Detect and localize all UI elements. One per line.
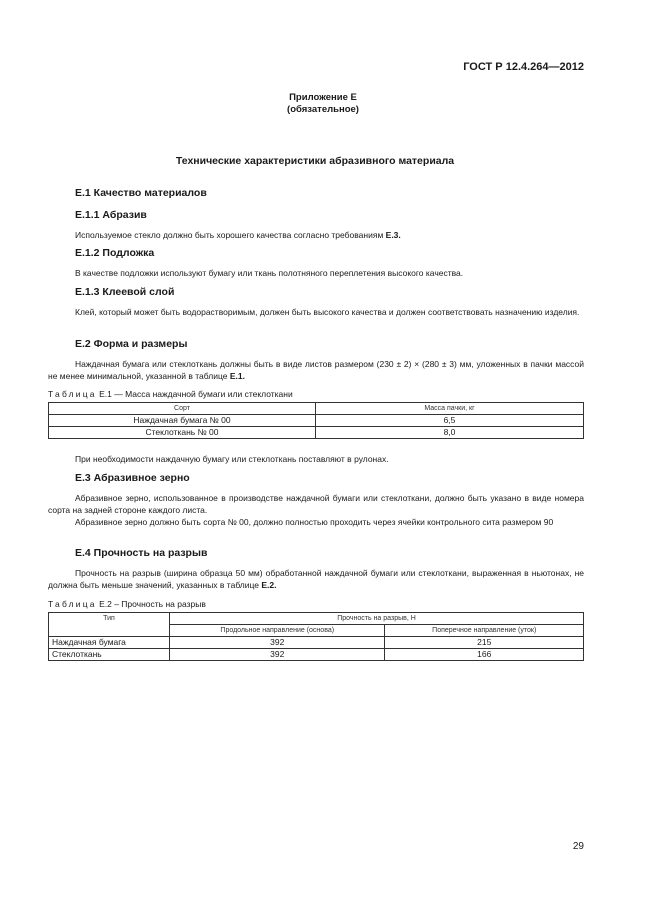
table-cell: 392 <box>170 649 385 661</box>
table-e2-caption <box>48 599 206 609</box>
section-heading-e13: Е.1.3 Клеевой слой <box>75 286 175 298</box>
paragraph-e13 <box>48 306 584 318</box>
table-cell: Стеклоткань № 00 <box>49 427 316 439</box>
paragraph-e3-1-text: Абразивное зерно, использованное в производстве наждачной бумаги или стеклоткани, должно быть указано в виде номера сорта на задней стороне каждого листа. <box>48 493 584 515</box>
table-row <box>49 427 584 439</box>
table-cell: 392 <box>170 637 385 649</box>
annex-title: Приложение Е <box>289 92 357 103</box>
paragraph-e3-1 <box>48 492 584 516</box>
paragraph-e11-ref: Е.3. <box>385 230 401 240</box>
table-row <box>49 637 584 649</box>
table-header-row <box>49 403 584 415</box>
table-e1 <box>48 402 584 439</box>
table-header-cell: Тип <box>49 613 170 637</box>
paragraph-e12 <box>48 267 584 279</box>
table-e1-caption <box>48 389 293 399</box>
table-cell: Стеклоткань <box>49 649 170 661</box>
table-header-cell: Сорт <box>49 403 316 415</box>
table-cell: 166 <box>385 649 584 661</box>
page-title: Технические характеристики абразивного материала <box>175 155 455 167</box>
page-number: 29 <box>572 841 584 852</box>
section-heading-e12: Е.1.2 Подложка <box>75 247 155 259</box>
table-cell: 6,5 <box>316 415 584 427</box>
table-header-cell: Прочность на разрыв, Н <box>170 613 584 625</box>
annex-status: (обязательное) <box>287 104 359 115</box>
table-e2-caption-word: Таблица <box>48 599 97 609</box>
paragraph-e4-text: Прочность на разрыв (ширина образца 50 мм) обработанной наждачной бумаги или стеклоткани, выраженная в ньютонах, не должна быть меньше значений, указанных в таблице <box>48 568 584 590</box>
table-cell: Наждачная бумага <box>49 637 170 649</box>
section-heading-e4: Е.4 Прочность на разрыв <box>75 547 208 559</box>
section-heading-e11: Е.1.1 Абразив <box>75 209 147 221</box>
table-e1-caption-text: Е.1 — Масса наждачной бумаги или стеклоткани <box>96 389 293 399</box>
table-e2-caption-text: Е.2 – Прочность на разрыв <box>96 599 206 609</box>
table-e2 <box>48 612 584 661</box>
table-header-row <box>49 613 584 625</box>
paragraph-e4 <box>48 567 584 591</box>
paragraph-e3-2-text: Абразивное зерно должно быть сорта № 00, должно полностью проходить через ячейки контрольного сита размером 90 <box>75 517 554 527</box>
paragraph-e4-ref: Е.2. <box>261 580 277 590</box>
paragraph-e2-ref: Е.1. <box>229 371 245 381</box>
paragraph-e11 <box>48 229 584 241</box>
paragraph-e3-2 <box>48 516 584 528</box>
paragraph-e2-after-text: При необходимости наждачную бумагу или стеклоткань поставляют в рулонах. <box>75 454 389 464</box>
table-row <box>49 649 584 661</box>
section-heading-e2: Е.2 Форма и размеры <box>75 338 188 350</box>
table-header-cell: Поперечное направление (уток) <box>385 625 584 637</box>
table-header-cell: Продольное направление (основа) <box>170 625 385 637</box>
paragraph-e12-text: В качестве подложки используют бумагу или ткань полотняного переплетения высокого качества. <box>75 268 464 278</box>
table-cell: 8,0 <box>316 427 584 439</box>
standard-designation: ГОСТ Р 12.4.264—2012 <box>463 61 584 73</box>
paragraph-e2 <box>48 358 584 382</box>
table-cell: 215 <box>385 637 584 649</box>
paragraph-e13-text: Клей, который может быть водорастворимым, должен быть высокого качества и должен соответствовать назначению изделия. <box>75 307 580 317</box>
section-heading-e3: Е.3 Абразивное зерно <box>75 472 190 484</box>
paragraph-e2-after <box>48 453 584 465</box>
table-row <box>49 415 584 427</box>
table-header-cell: Масса пачки, кг <box>316 403 584 415</box>
paragraph-e11-text: Используемое стекло должно быть хорошего качества согласно требованиям <box>75 230 386 240</box>
table-cell: Наждачная бумага № 00 <box>49 415 316 427</box>
section-heading-e1: Е.1 Качество материалов <box>75 187 207 199</box>
paragraph-e2-text: Наждачная бумага или стеклоткань должны быть в виде листов размером (230 ± 2) × (280 ± 3) мм, уложенных в пачки массой не менее минимальной, указанной в таблице <box>48 359 584 381</box>
table-e1-caption-word: Таблица <box>48 389 97 399</box>
